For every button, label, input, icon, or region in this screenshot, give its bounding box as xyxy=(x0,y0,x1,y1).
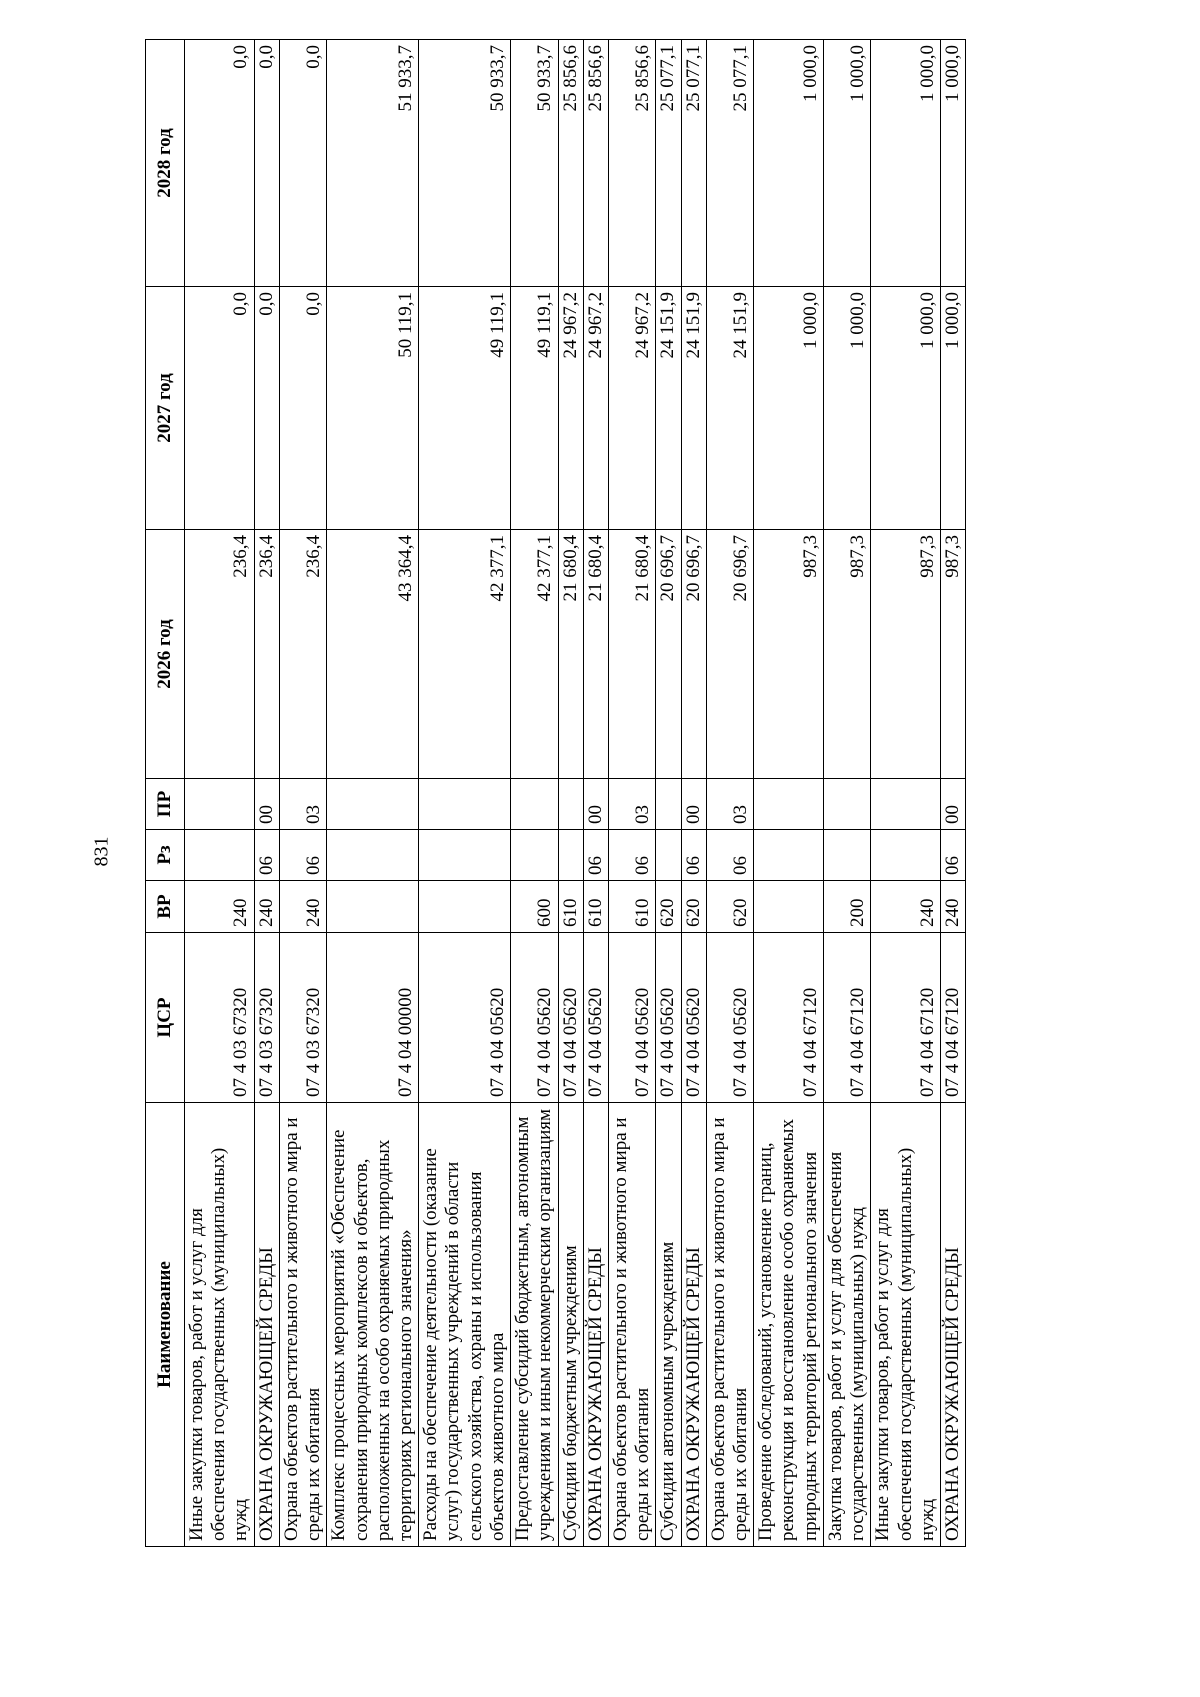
cell-vr: 240 xyxy=(941,881,966,933)
cell-2028: 25 856,6 xyxy=(608,40,655,287)
table-row xyxy=(608,40,655,1547)
cell-2026: 21 680,4 xyxy=(608,530,655,779)
cell-pr: 00 xyxy=(681,779,706,830)
cell-rz: 06 xyxy=(583,830,608,881)
cell-pr: 03 xyxy=(279,779,326,830)
cell-2028: 0,0 xyxy=(185,40,255,287)
cell-pr: 03 xyxy=(608,779,655,830)
cell-csr: 07 4 04 05620 xyxy=(656,933,681,1103)
cell-2026: 43 364,4 xyxy=(327,530,419,779)
cell-2027: 24 967,2 xyxy=(608,287,655,530)
cell-vr: 620 xyxy=(656,881,681,933)
table-row xyxy=(583,40,608,1547)
cell-2026: 21 680,4 xyxy=(583,530,608,779)
cell-2028: 50 933,7 xyxy=(419,40,511,287)
cell-rz xyxy=(419,830,511,881)
header-2026: 2026 год xyxy=(146,530,185,779)
table-row xyxy=(754,40,824,1547)
cell-2026: 20 696,7 xyxy=(706,530,753,779)
cell-pr xyxy=(511,779,558,830)
cell-2027: 1 000,0 xyxy=(754,287,824,530)
cell-name: Охрана объектов растительного и животного мира и среды их обитания xyxy=(608,1103,655,1547)
cell-csr: 07 4 04 05620 xyxy=(706,933,753,1103)
cell-vr: 610 xyxy=(608,881,655,933)
cell-2027: 24 967,2 xyxy=(558,287,583,530)
cell-name: Охрана объектов растительного и животного мира и среды их обитания xyxy=(279,1103,326,1547)
cell-2026: 987,3 xyxy=(941,530,966,779)
cell-2028: 25 856,6 xyxy=(583,40,608,287)
cell-vr: 610 xyxy=(583,881,608,933)
table-row xyxy=(185,40,255,1547)
cell-2027: 0,0 xyxy=(279,287,326,530)
cell-2026: 987,3 xyxy=(871,530,941,779)
cell-vr xyxy=(327,881,419,933)
cell-rz xyxy=(327,830,419,881)
table-row xyxy=(279,40,326,1547)
cell-2026: 987,3 xyxy=(754,530,824,779)
cell-pr xyxy=(656,779,681,830)
cell-pr: 03 xyxy=(706,779,753,830)
cell-pr xyxy=(823,779,870,830)
cell-name: Предоставление субсидий бюджетным, автономным учреждениям и иным некоммерческим организациям xyxy=(511,1103,558,1547)
cell-pr xyxy=(558,779,583,830)
cell-csr: 07 4 04 05620 xyxy=(608,933,655,1103)
table-row xyxy=(681,40,706,1547)
table-row xyxy=(823,40,870,1547)
header-2027: 2027 год xyxy=(146,287,185,530)
cell-pr: 00 xyxy=(254,779,279,830)
cell-pr xyxy=(754,779,824,830)
cell-2027: 24 967,2 xyxy=(583,287,608,530)
cell-rz: 06 xyxy=(681,830,706,881)
cell-rz: 06 xyxy=(706,830,753,881)
cell-2027: 1 000,0 xyxy=(871,287,941,530)
cell-rz xyxy=(558,830,583,881)
cell-2026: 42 377,1 xyxy=(511,530,558,779)
table-row xyxy=(656,40,681,1547)
cell-name: ОХРАНА ОКРУЖАЮЩЕЙ СРЕДЫ xyxy=(941,1103,966,1547)
cell-pr xyxy=(327,779,419,830)
cell-name: Проведение обследований, установление границ, реконструкция и восстановление особо охраняемых природных территорий регионального значения xyxy=(754,1103,824,1547)
cell-2027: 24 151,9 xyxy=(656,287,681,530)
cell-2027: 0,0 xyxy=(254,287,279,530)
cell-rz xyxy=(656,830,681,881)
cell-csr: 07 4 04 05620 xyxy=(681,933,706,1103)
cell-name: ОХРАНА ОКРУЖАЮЩЕЙ СРЕДЫ xyxy=(254,1103,279,1547)
cell-rz xyxy=(511,830,558,881)
table-row xyxy=(254,40,279,1547)
cell-csr: 07 4 04 67120 xyxy=(871,933,941,1103)
cell-vr: 620 xyxy=(681,881,706,933)
cell-rz xyxy=(185,830,255,881)
cell-vr: 240 xyxy=(254,881,279,933)
cell-2027: 49 119,1 xyxy=(419,287,511,530)
cell-2028: 50 933,7 xyxy=(511,40,558,287)
cell-pr xyxy=(185,779,255,830)
cell-csr: 07 4 03 67320 xyxy=(185,933,255,1103)
table-row xyxy=(706,40,753,1547)
cell-csr: 07 4 04 05620 xyxy=(419,933,511,1103)
cell-csr: 07 4 04 05620 xyxy=(511,933,558,1103)
cell-2028: 1 000,0 xyxy=(823,40,870,287)
cell-rz xyxy=(754,830,824,881)
cell-vr: 610 xyxy=(558,881,583,933)
header-2028: 2028 год xyxy=(146,40,185,287)
cell-2028: 1 000,0 xyxy=(941,40,966,287)
table-header-row xyxy=(146,40,185,1547)
cell-2028: 25 077,1 xyxy=(656,40,681,287)
cell-rz: 06 xyxy=(254,830,279,881)
cell-csr: 07 4 04 05620 xyxy=(583,933,608,1103)
cell-csr: 07 4 04 67120 xyxy=(823,933,870,1103)
header-csr: ЦСР xyxy=(146,933,185,1103)
cell-2027: 49 119,1 xyxy=(511,287,558,530)
cell-2027: 50 119,1 xyxy=(327,287,419,530)
cell-2027: 24 151,9 xyxy=(681,287,706,530)
cell-2028: 1 000,0 xyxy=(754,40,824,287)
cell-2027: 24 151,9 xyxy=(706,287,753,530)
table-row xyxy=(558,40,583,1547)
cell-2028: 25 077,1 xyxy=(706,40,753,287)
cell-name: ОХРАНА ОКРУЖАЮЩЕЙ СРЕДЫ xyxy=(583,1103,608,1547)
cell-2026: 42 377,1 xyxy=(419,530,511,779)
cell-vr: 620 xyxy=(706,881,753,933)
cell-2027: 0,0 xyxy=(185,287,255,530)
cell-vr: 600 xyxy=(511,881,558,933)
cell-vr xyxy=(419,881,511,933)
cell-2026: 236,4 xyxy=(279,530,326,779)
cell-vr: 240 xyxy=(871,881,941,933)
table-row xyxy=(419,40,511,1547)
cell-2028: 1 000,0 xyxy=(871,40,941,287)
cell-2028: 0,0 xyxy=(279,40,326,287)
cell-csr: 07 4 04 05620 xyxy=(558,933,583,1103)
rotated-table-container xyxy=(145,40,966,1547)
cell-2028: 25 077,1 xyxy=(681,40,706,287)
cell-rz xyxy=(823,830,870,881)
cell-vr: 240 xyxy=(279,881,326,933)
cell-vr: 200 xyxy=(823,881,870,933)
header-pr: ПР xyxy=(146,779,185,830)
cell-2028: 25 856,6 xyxy=(558,40,583,287)
cell-2026: 21 680,4 xyxy=(558,530,583,779)
cell-2026: 236,4 xyxy=(254,530,279,779)
cell-2026: 236,4 xyxy=(185,530,255,779)
table-row xyxy=(871,40,941,1547)
cell-csr: 07 4 03 67320 xyxy=(279,933,326,1103)
cell-rz: 06 xyxy=(279,830,326,881)
table-row xyxy=(511,40,558,1547)
budget-table xyxy=(145,39,966,1547)
cell-name: Иные закупки товаров, работ и услуг для обеспечения государственных (муниципальных) нужд xyxy=(871,1103,941,1547)
cell-name: Охрана объектов растительного и животного мира и среды их обитания xyxy=(706,1103,753,1547)
cell-2028: 0,0 xyxy=(254,40,279,287)
cell-2026: 987,3 xyxy=(823,530,870,779)
cell-csr: 07 4 03 67320 xyxy=(254,933,279,1103)
cell-csr: 07 4 04 67120 xyxy=(941,933,966,1103)
header-vr: ВР xyxy=(146,881,185,933)
cell-name: Субсидии автономным учреждениям xyxy=(656,1103,681,1547)
cell-2028: 51 933,7 xyxy=(327,40,419,287)
cell-2026: 20 696,7 xyxy=(681,530,706,779)
cell-rz: 06 xyxy=(941,830,966,881)
cell-name: Иные закупки товаров, работ и услуг для обеспечения государственных (муниципальных) нужд xyxy=(185,1103,255,1547)
cell-name: ОХРАНА ОКРУЖАЮЩЕЙ СРЕДЫ xyxy=(681,1103,706,1547)
page-number: 831 xyxy=(90,836,113,867)
header-rz: Рз xyxy=(146,830,185,881)
cell-2027: 1 000,0 xyxy=(941,287,966,530)
cell-pr xyxy=(871,779,941,830)
cell-vr: 240 xyxy=(185,881,255,933)
cell-csr: 07 4 04 67120 xyxy=(754,933,824,1103)
table-row xyxy=(941,40,966,1547)
cell-pr: 00 xyxy=(941,779,966,830)
cell-name: Комплекс процессных мероприятий «Обеспечение сохранения природных комплексов и объектов, расположенных на особо охраняемых природных территориях регионального значения» xyxy=(327,1103,419,1547)
cell-rz: 06 xyxy=(608,830,655,881)
cell-vr xyxy=(754,881,824,933)
cell-pr: 00 xyxy=(583,779,608,830)
header-name: Наименование xyxy=(146,1103,185,1547)
cell-2026: 20 696,7 xyxy=(656,530,681,779)
cell-name: Расходы на обеспечение деятельности (оказание услуг) государственных учреждений в области сельского хозяйства, охраны и использования объектов животного мира xyxy=(419,1103,511,1547)
cell-2027: 1 000,0 xyxy=(823,287,870,530)
table-row xyxy=(327,40,419,1547)
cell-name: Закупка товаров, работ и услуг для обеспечения государственных (муниципальных) нужд xyxy=(823,1103,870,1547)
cell-pr xyxy=(419,779,511,830)
cell-name: Субсидии бюджетным учреждениям xyxy=(558,1103,583,1547)
cell-rz xyxy=(871,830,941,881)
cell-csr: 07 4 04 00000 xyxy=(327,933,419,1103)
